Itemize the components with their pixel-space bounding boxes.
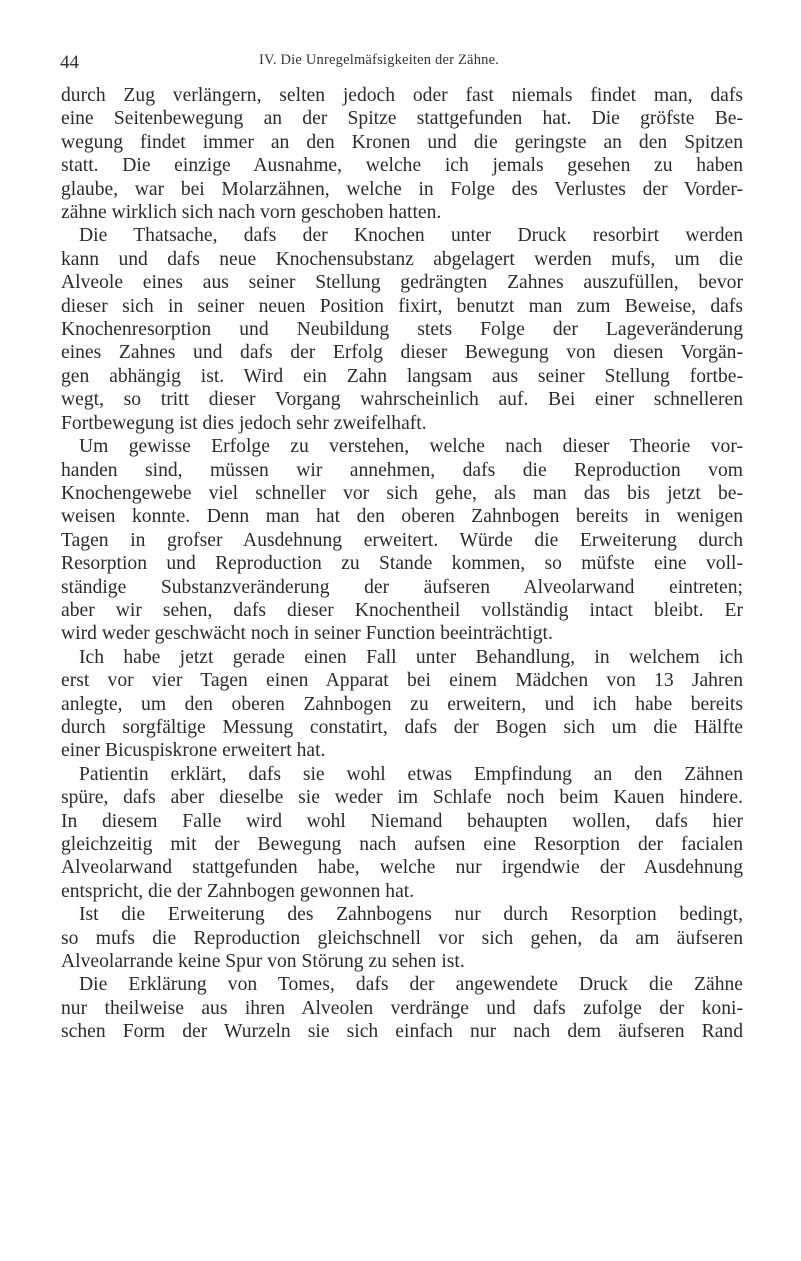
text-line: Tagen in grofser Ausdehnung erweitert. Würde die Erweiterung durch [61,529,743,551]
text-line: Knochengewebe viel schneller vor sich gehe, als man das bis jetzt be- [61,482,743,504]
text-line: durch Zug verlängern, selten jedoch oder fast niemals findet man, dafs [61,85,743,106]
text-line: spüre, dafs aber dieselbe sie weder im Schlafe noch beim Kauen hindere. [61,787,743,809]
text-line: entspricht, die der Zahnbogen gewonnen hat. [61,880,415,902]
text-line: Fortbewegung ist dies jedoch sehr zweifelhaft. [61,412,427,434]
text-line: ständige Substanzveränderung der äufseren Alveolarwand eintreten; [61,576,743,598]
text-line: Alveole eines aus seiner Stellung gedrängten Zahnes auszufüllen, bevor [61,272,743,294]
text-line: durch sorgfältige Messung constatirt, dafs der Bogen sich um die Hälfte [61,716,743,738]
text-line: Ich habe jetzt gerade einen Fall unter Behandlung, in welchem ich [79,646,743,668]
text-line: Patientin erklärt, dafs sie wohl etwas Empfindung an den Zähnen [79,763,743,785]
running-title: IV. Die Unregelmäfsigkeiten der Zähne. [259,52,500,68]
paragraph [61,224,743,435]
text-line: wegung findet immer an den Kronen und die geringste an den Spitzen [61,131,743,153]
page-number: 44 [60,52,79,73]
paragraph [61,435,743,646]
text-line: glaube, war bei Molarzähnen, welche in Folge des Verlustes der Vorder- [61,178,743,200]
body-text [61,84,743,1044]
paragraph [61,84,743,224]
text-line: kann und dafs neue Knochensubstanz abgelagert werden mufs, um die [61,248,743,270]
text-line: Um gewisse Erfolge zu verstehen, welche nach dieser Theorie vor- [79,436,743,458]
text-line: Knochenresorption und Neubildung stets Folge der Lageveränderung [61,319,743,341]
text-line: gleichzeitig mit der Bewegung nach aufsen eine Resorption der facialen [61,834,743,855]
text-line: weisen konnte. Denn man hat den oberen Zahnbogen bereits in wenigen [61,506,743,528]
text-line: Ist die Erweiterung des Zahnbogens nur durch Resorption bedingt, [79,904,743,926]
text-line: Alveolarrande keine Spur von Störung zu sehen ist. [61,951,465,973]
text-line: wegt, so tritt dieser Vorgang wahrscheinlich auf. Bei einer schnelleren [61,389,743,411]
text-line: wird weder geschwächt noch in seiner Function beeinträchtigt. [61,623,553,645]
text-line: einer Bicuspiskrone erweitert hat. [61,740,326,762]
text-line: nur theilweise aus ihren Alveolen verdränge und dafs zufolge der koni- [61,997,743,1019]
paragraph [61,903,743,973]
text-line: gen abhängig ist. Wird ein Zahn langsam aus seiner Stellung fortbe- [61,365,743,387]
text-line: dieser sich in seiner neuen Position fixirt, benutzt man zum Beweise, dafs [61,295,743,317]
text-line: Die Thatsache, dafs der Knochen unter Druck resorbirt werden [79,225,743,247]
text-line: aber wir sehen, dafs dieser Knochentheil vollständig intact bleibt. Er [61,599,743,621]
text-line: eine Seitenbewegung an der Spitze stattgefunden hat. Die gröfste Be- [61,108,743,130]
text-line: zähne wirklich sich nach vorn geschoben hatten. [61,202,442,224]
paragraph [61,973,743,1043]
text-line: Die Erklärung von Tomes, dafs der angewendete Druck die Zähne [79,974,743,996]
text-line: eines Zahnes und dafs der Erfolg dieser Bewegung von diesen Vorgän- [61,342,743,364]
text-line: Alveolarwand stattgefunden habe, welche nur irgendwie der Ausdehnung [61,857,743,879]
text-line: statt. Die einzige Ausnahme, welche ich jemals gesehen zu haben [61,155,743,177]
text-line: anlegte, um den oberen Zahnbogen zu erweitern, und ich habe bereits [61,693,743,715]
text-line: schen Form der Wurzeln sie sich einfach nur nach dem äufseren Rand [61,1021,743,1043]
text-line: In diesem Falle wird wohl Niemand behaupten wollen, dafs hier [61,810,743,832]
text-line: handen sind, müssen wir annehmen, dafs die Reproduction vom [61,459,743,481]
text-line: erst vor vier Tagen einen Apparat bei einem Mädchen von 13 Jahren [61,670,743,692]
text-line: Resorption und Reproduction zu Stande kommen, so müfste eine voll- [61,553,743,575]
page-header [60,52,740,76]
text-line: so mufs die Reproduction gleichschnell vor sich gehen, da am äufseren [61,927,743,949]
paragraph [61,646,743,763]
paragraph [61,763,743,903]
